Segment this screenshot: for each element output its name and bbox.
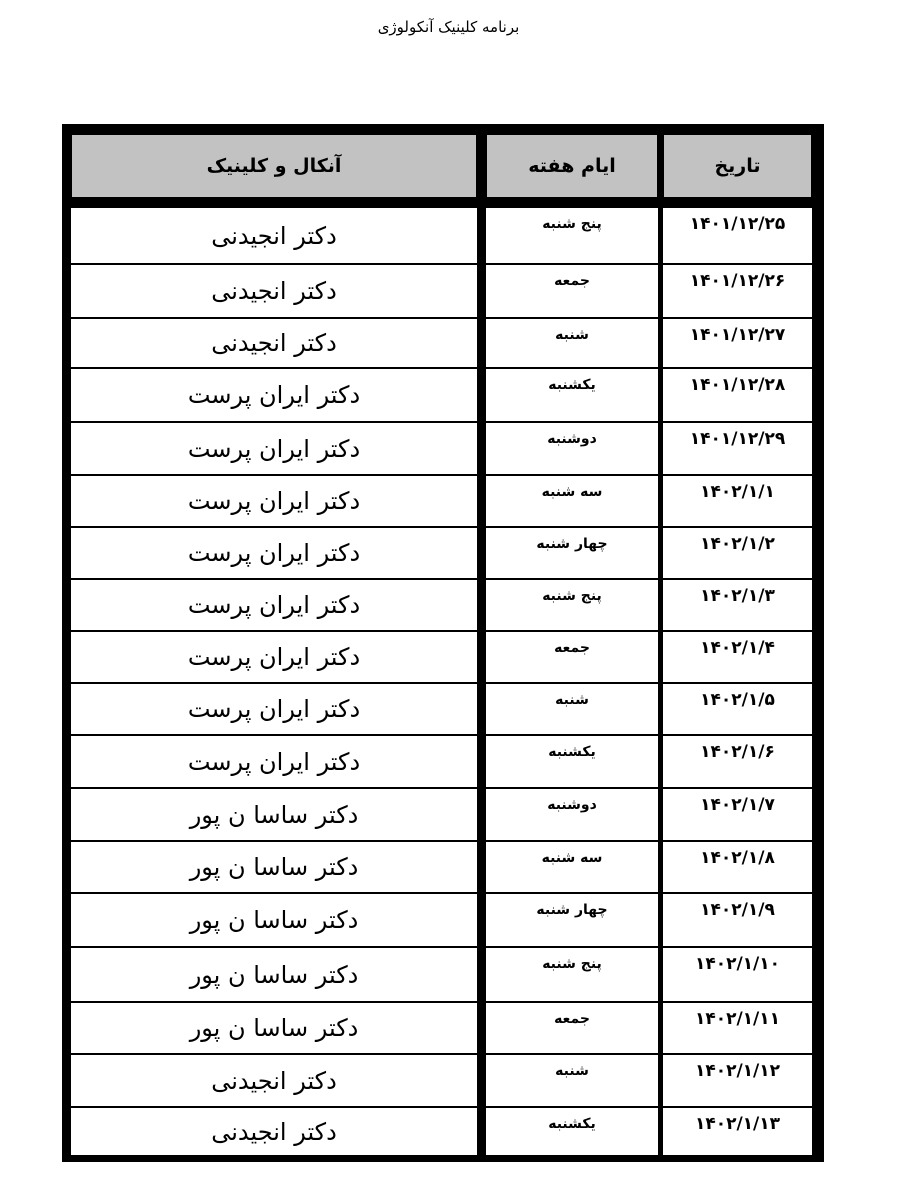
doctor-cell: دکتر انجیدنی [211,1117,337,1146]
day-cell: پنج شنبه [486,948,658,1003]
page-title: برنامه کلینیک آنکولوژی [377,18,520,36]
date-cell: ۱۴۰۲/۱/۸ [663,842,812,894]
day-cell: شنبه [486,684,658,736]
day-cell: پنج شنبه [486,580,658,632]
doctor-cell: دکتر ایران پرست [71,476,477,528]
date-cell: ۱۴۰۱/۱۲/۲۹ [663,423,812,476]
date-cell: ۱۴۰۱/۱۲/۲۸ [663,369,812,423]
day-cell: جمعه [486,632,658,684]
doctor-cell: دکتر ایران پرست [71,423,477,476]
day-cell: یکشنبه [486,369,658,423]
doctor-cell: دکتر ایران پرست [71,736,477,789]
date-cell: ۱۴۰۲/۱/۱ [663,476,812,528]
doctor-cell: دکتر انجیدنی [71,1055,477,1108]
day-cell: یکشنبه [486,736,658,789]
date-cell: ۱۴۰۱/۱۲/۲۵ [663,208,812,265]
date-cell: ۱۴۰۲/۱/۱۲ [663,1055,812,1108]
day-cell: شنبه [486,1055,658,1108]
doctor-cell: دکتر ساسا ن پور [71,948,477,1003]
column-day [486,208,658,1155]
date-cell: ۱۴۰۲/۱/۳ [663,580,812,632]
day-cell: جمعه [486,1003,658,1055]
doctor-cell: دکتر ایران پرست [71,580,477,632]
doctor-cell: دکتر ایران پرست [71,528,477,580]
doctor-cell: دکتر ساسا ن پور [71,894,477,948]
schedule-table [62,124,824,1162]
doctor-cell: دکتر انجیدنی [71,208,477,265]
header-day: ایام هفته [486,134,658,198]
date-cell: ۱۴۰۲/۱/۷ [663,789,812,842]
doctor-cell: دکتر ایران پرست [71,369,477,423]
day-cell: شنبه [486,319,658,369]
doctor-cell: دکتر ساسا ن پور [71,1003,477,1055]
doctor-cell: دکتر انجیدنی [71,319,477,369]
day-cell: چهار شنبه [486,894,658,948]
day-cell: پنج شنبه [486,208,658,265]
doctor-cell: دکتر انجیدنی [71,265,477,319]
day-cell: یکشنبه [548,1116,596,1132]
doctor-cell: دکتر ایران پرست [71,684,477,736]
date-cell: ۱۴۰۲/۱/۴ [663,632,812,684]
doctor-cell: دکتر ساسا ن پور [71,842,477,894]
date-cell: ۱۴۰۲/۱/۹ [663,894,812,948]
date-cell: ۱۴۰۲/۱/۲ [663,528,812,580]
day-cell: سه شنبه [486,842,658,894]
column-clinic [71,208,477,1155]
doctor-cell: دکتر ساسا ن پور [71,789,477,842]
date-cell: ۱۴۰۲/۱/۱۳ [694,1114,781,1134]
doctor-cell: دکتر ایران پرست [71,632,477,684]
date-cell: ۱۴۰۱/۱۲/۲۷ [663,319,812,369]
date-cell: ۱۴۰۲/۱/۱۱ [663,1003,812,1055]
day-cell: دوشنبه [486,789,658,842]
day-cell: سه شنبه [486,476,658,528]
date-cell: ۱۴۰۲/۱/۶ [663,736,812,789]
day-cell: چهار شنبه [486,528,658,580]
day-cell: دوشنبه [486,423,658,476]
header-date: تاریخ [663,134,812,198]
date-cell: ۱۴۰۲/۱/۱۰ [663,948,812,1003]
column-date [663,208,812,1155]
date-cell: ۱۴۰۲/۱/۵ [663,684,812,736]
date-cell: ۱۴۰۱/۱۲/۲۶ [663,265,812,319]
header-clinic: آنکال و کلینیک [71,134,477,198]
day-cell: جمعه [486,265,658,319]
